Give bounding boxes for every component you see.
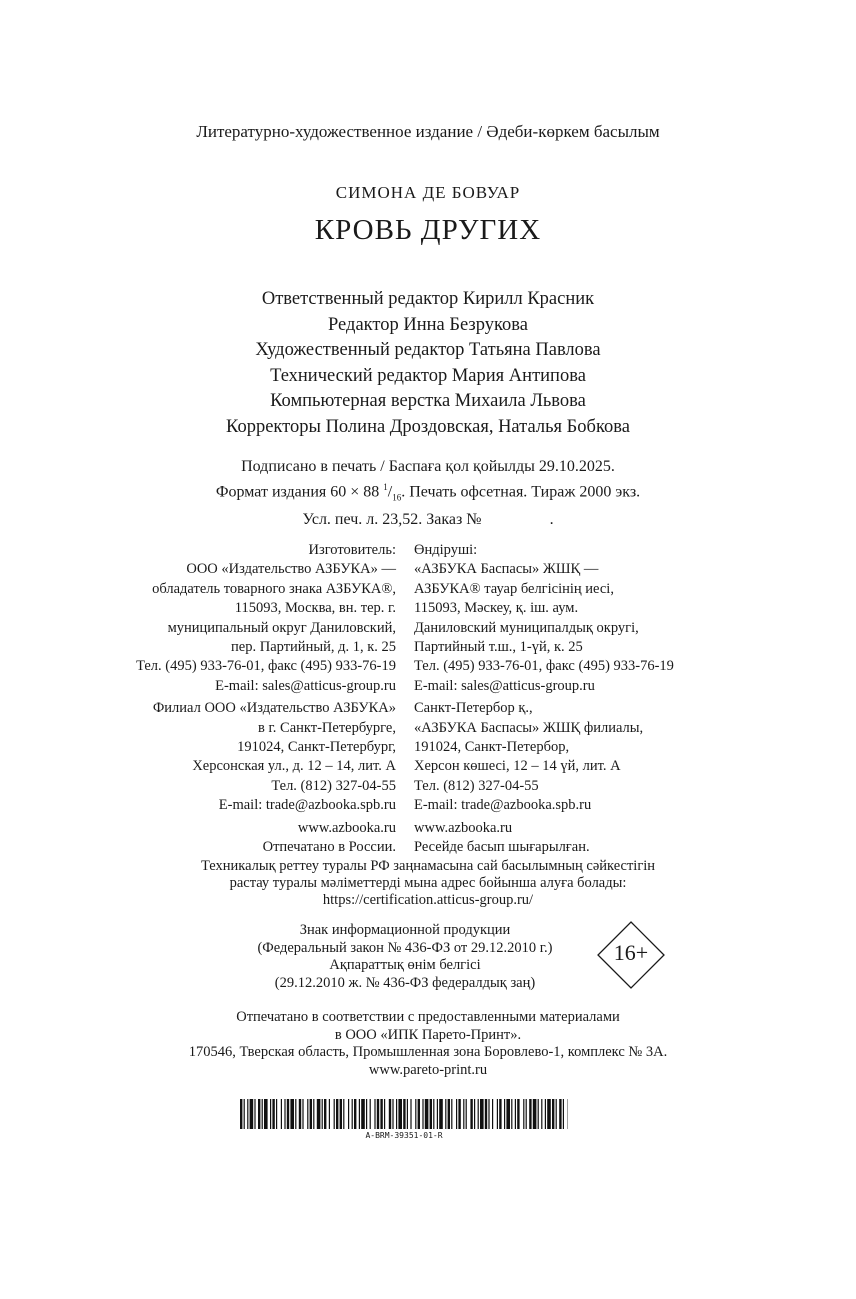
info-line: 115093, Москва, вн. тер. г.	[234, 600, 396, 617]
format-slash: /	[387, 483, 393, 501]
barcode-bar	[497, 1099, 498, 1129]
barcode-text: A-BRM-39351-01-R	[365, 1131, 443, 1140]
barcode-bar	[474, 1099, 475, 1129]
barcode-bar	[556, 1099, 557, 1129]
barcode-bar	[322, 1099, 323, 1129]
info-line: Тел. (495) 933-76-01, факс (495) 933-76-19	[136, 658, 396, 675]
sign-line: (Федеральный закон № 436-ФЗ от 29.12.2010 г.)	[257, 939, 553, 956]
format-prefix: Формат издания 60 × 88	[215, 483, 384, 501]
credit-line: Корректоры Полина Дроздовская, Наталья Бобкова	[226, 416, 630, 437]
info-line: в г. Санкт-Петербурге,	[258, 719, 396, 736]
barcode-bar	[270, 1099, 271, 1129]
info-line: Изготовитель:	[308, 542, 396, 558]
info-line: обладатель товарного знака АЗБУКА®,	[152, 580, 396, 597]
barcode-bar	[517, 1099, 519, 1129]
format-line	[0, 477, 856, 509]
info-line: Херсонская ул., д. 12 – 14, лит. А	[192, 758, 396, 775]
barcode-bar	[545, 1099, 546, 1129]
age-rating-text: 16+	[613, 940, 649, 965]
cert-line: растау туралы мәліметтерді мына адрес бойынша алуға болады:	[229, 875, 627, 891]
barcode-bar	[439, 1099, 443, 1129]
barcode-bar	[466, 1099, 467, 1129]
barcode-bar	[504, 1099, 505, 1129]
barcode-bar	[398, 1099, 402, 1129]
barcode-bar	[295, 1099, 296, 1129]
info-line: Санкт-Петербор қ.,	[414, 700, 533, 717]
info-line: Тел. (812) 327-04-55	[414, 777, 539, 794]
barcode-bar	[334, 1099, 335, 1129]
book-title: КРОВЬ ДРУГИХ	[314, 214, 542, 246]
sign-line: Ақпараттық өнім белгісі	[329, 957, 481, 973]
barcode-bar	[352, 1099, 353, 1129]
barcode-bar	[302, 1099, 303, 1129]
barcode-bar	[272, 1099, 274, 1129]
barcode-bar	[511, 1099, 512, 1129]
barcode-bar	[410, 1099, 411, 1129]
barcode-bar	[264, 1099, 268, 1129]
info-line: Ресейде басып шығарылған.	[414, 839, 590, 856]
info-line: Өндіруші:	[414, 542, 478, 558]
info-line: 191024, Санкт-Петербург,	[237, 739, 396, 756]
printer-block	[0, 1009, 856, 1079]
certification-block	[0, 858, 856, 909]
barcode-bar	[526, 1099, 527, 1129]
info-line: АЗБУКА® тауар белгісінің иесі,	[414, 580, 614, 597]
printer-url: www.pareto-print.ru	[368, 1061, 488, 1078]
info-line: Отпечатано в России.	[262, 839, 396, 856]
barcode-bar	[284, 1099, 285, 1129]
barcode-bar	[258, 1099, 260, 1129]
barcode-bar	[262, 1099, 263, 1129]
barcode-bar	[448, 1099, 450, 1129]
info-line: «АЗБУКА Баспасы» ЖШҚ филиалы,	[414, 719, 644, 736]
barcode-bar	[396, 1099, 397, 1129]
credit-line: Художественный редактор Татьяна Павлова	[255, 340, 601, 360]
format-num: 1	[383, 482, 388, 492]
author-name: СИМОНА ДЕ БОВУАР	[335, 183, 521, 202]
barcode-bar	[240, 1099, 242, 1129]
info-line: E-mail: sales@atticus-group.ru	[215, 677, 396, 694]
info-line: www.azbooka.ru	[414, 819, 513, 836]
barcode-bar	[329, 1099, 330, 1129]
barcode-bar	[250, 1099, 254, 1129]
barcode-bar	[380, 1099, 382, 1129]
barcode-bar	[361, 1099, 365, 1129]
info-line: Тел. (812) 327-04-55	[271, 777, 396, 794]
printer-line: Отпечатано в соответствии с предоставленными материалами	[236, 1009, 620, 1025]
info-line: 115093, Мәскеу, қ. іш. аум.	[414, 600, 579, 617]
age-rating-badge	[597, 921, 665, 989]
info-line: Партийный т.ш., 1-үй, к. 25	[414, 639, 583, 656]
barcode	[240, 1099, 568, 1129]
barcode-bar	[488, 1099, 489, 1129]
barcode-bar	[433, 1099, 434, 1129]
barcode-bar	[478, 1099, 479, 1129]
barcode-bar	[384, 1099, 385, 1129]
barcode-bar	[377, 1099, 379, 1129]
sign-line: (29.12.2010 ж. № 436-ФЗ федералдық заң)	[274, 974, 536, 991]
info-sign-block	[0, 922, 810, 992]
barcode-bar	[370, 1099, 371, 1129]
barcode-bar	[418, 1099, 420, 1129]
edition-type: Литературно-художественное издание / Әдеби-көркем басылым	[196, 122, 660, 141]
sign-line: Знак информационной продукции	[299, 922, 511, 938]
barcode-bar	[480, 1099, 484, 1129]
column-russian	[136, 541, 396, 858]
order-line: Усл. печ. л. 23,52. Заказ № .	[302, 510, 554, 528]
barcode-bar	[407, 1099, 408, 1129]
barcode-bar	[281, 1099, 282, 1129]
format-den: 16	[392, 492, 402, 503]
barcode-bar	[451, 1099, 452, 1129]
barcode-bar	[506, 1099, 510, 1129]
barcode-bar	[529, 1099, 531, 1129]
print-info	[0, 456, 856, 530]
barcode-bar	[425, 1099, 429, 1129]
barcode-bar	[470, 1099, 472, 1129]
barcode-bar	[287, 1099, 289, 1129]
barcode-bar	[336, 1099, 338, 1129]
barcode-bar	[463, 1099, 464, 1129]
barcode-bar	[499, 1099, 501, 1129]
cert-url: https://certification.atticus-group.ru/	[322, 892, 534, 908]
signed-line: Подписано в печать / Баспаға қол қойылды 29.10.2025.	[241, 458, 615, 475]
barcode-bar	[492, 1099, 493, 1129]
barcode-bar	[437, 1099, 438, 1129]
barcode-bar	[547, 1099, 551, 1129]
barcode-bar	[276, 1099, 277, 1129]
credit-line: Ответственный редактор Кирилл Красник	[261, 289, 595, 309]
credit-line: Технический редактор Мария Антипова	[270, 365, 586, 386]
barcode-bar	[374, 1099, 375, 1129]
info-line: www.azbooka.ru	[297, 819, 396, 836]
barcode-bar	[299, 1099, 301, 1129]
barcode-bar	[307, 1099, 308, 1129]
barcode-bar	[366, 1099, 367, 1129]
info-line: E-mail: trade@azbooka.spb.ru	[414, 797, 592, 814]
barcode-bar	[254, 1099, 255, 1129]
barcode-bar	[348, 1099, 349, 1129]
info-line: ООО «Издательство АЗБУКА» —	[186, 561, 396, 578]
info-line: «АЗБУКА Баспасы» ЖШҚ —	[414, 561, 599, 578]
printer-line: в ООО «ИПК Парето-Принт».	[334, 1026, 522, 1043]
info-line: пер. Партийный, д. 1, к. 25	[231, 639, 396, 656]
info-line: муниципальный округ Даниловский,	[167, 619, 396, 636]
format-suffix: . Печать офсетная. Тираж 2000 экз.	[401, 483, 641, 501]
barcode-bar	[354, 1099, 356, 1129]
barcode-bar	[392, 1099, 393, 1129]
barcode-bar	[458, 1099, 460, 1129]
barcode-bar	[310, 1099, 312, 1129]
barcode-bar	[515, 1099, 516, 1129]
barcode-bar	[359, 1099, 360, 1129]
barcode-bar	[563, 1099, 564, 1129]
barcode-bar	[244, 1099, 245, 1129]
barcode-bar	[456, 1099, 457, 1129]
credit-line: Компьютерная верстка Михаила Львова	[270, 391, 586, 411]
barcode-bar	[247, 1099, 248, 1129]
barcode-bar	[533, 1099, 537, 1129]
barcode-bar	[290, 1099, 294, 1129]
barcode-bar	[324, 1099, 326, 1129]
credit-line: Редактор Инна Безрукова	[328, 314, 528, 335]
printer-line: 170546, Тверская область, Промышленная зона Боровлево-1, комплекс № 3А.	[188, 1044, 668, 1060]
barcode-bar	[523, 1099, 524, 1129]
info-line: Даниловский муниципалдық округі,	[414, 619, 639, 636]
barcode-bar	[541, 1099, 542, 1129]
barcode-bar	[317, 1099, 321, 1129]
barcode-bar	[313, 1099, 314, 1129]
cert-line: Техникалық реттеу туралы РФ заңнамасына сай басылымның сәйкестігін	[200, 858, 656, 874]
credits-block	[0, 287, 856, 440]
barcode-bar	[485, 1099, 487, 1129]
barcode-bar	[343, 1099, 344, 1129]
barcode-bar	[538, 1099, 539, 1129]
barcode-bar	[559, 1099, 561, 1129]
info-line: Херсон көшесі, 12 – 14 үй, лит. А	[414, 758, 621, 775]
info-line: Тел. (495) 933-76-01, факс (495) 933-76-19	[414, 658, 674, 675]
barcode-bar	[445, 1099, 446, 1129]
barcode-bar	[415, 1099, 416, 1129]
barcode-bar	[552, 1099, 554, 1129]
info-line: E-mail: sales@atticus-group.ru	[414, 677, 595, 694]
barcode-bar	[389, 1099, 391, 1129]
info-line: Филиал ООО «Издательство АЗБУКА»	[152, 700, 396, 717]
column-kazakh	[414, 541, 674, 858]
barcode-bar	[403, 1099, 405, 1129]
barcode-bar	[422, 1099, 423, 1129]
barcode-bar	[430, 1099, 432, 1129]
info-line: 191024, Санкт-Петербор,	[414, 739, 570, 756]
info-line: E-mail: trade@azbooka.spb.ru	[218, 797, 396, 814]
barcode-bar	[340, 1099, 342, 1129]
